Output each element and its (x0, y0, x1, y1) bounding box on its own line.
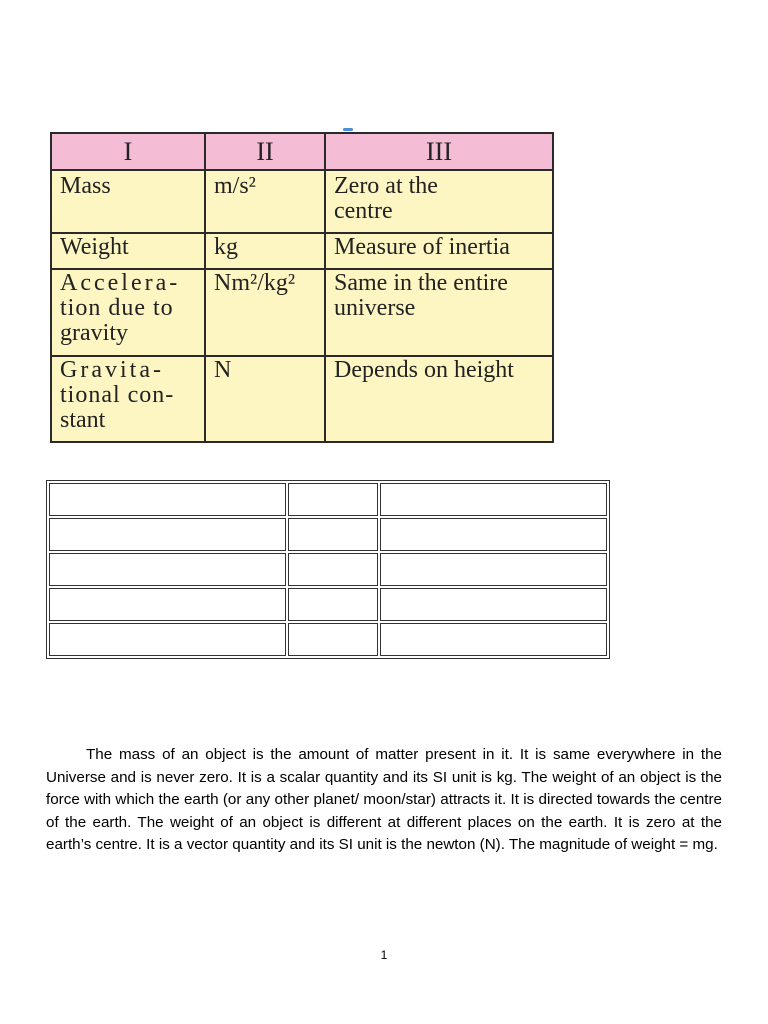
property-cell (325, 356, 553, 442)
unit-cell (205, 356, 325, 442)
page-number: 1 (380, 948, 388, 962)
table-row (49, 483, 607, 516)
table-row (51, 170, 553, 233)
body-paragraph: The mass of an object is the amount of matter present in it. It is same everywhere in the Universe and is never zero. It is a scalar quantity and its SI unit is kg. The weight of an object is the force with which the earth (or any other planet/ moon/star) attracts it. It is directed towards the centre of the earth. The weight of an object is different at different places on the earth. It is zero at the earth’s centre. It is a vector quantity and its SI unit is the newton (N). The magnitude of weight = mg. (46, 746, 722, 853)
cell-line: m/s² (214, 173, 256, 199)
table-row (49, 518, 607, 551)
quantity-cell (51, 170, 205, 233)
cell-line: Accelera- (60, 270, 181, 296)
cell-line: N (214, 357, 232, 383)
property-cell (325, 170, 553, 233)
property-cell (325, 233, 553, 269)
column-header-ii: II (205, 133, 325, 170)
table-row (51, 269, 553, 356)
match-the-columns-table (50, 132, 554, 443)
cell-line: Gravita- (60, 357, 164, 383)
cell-line: centre (334, 198, 393, 224)
cell-line: Nm²/kg² (214, 270, 296, 296)
cell-line: Weight (60, 234, 129, 260)
empty-cell (288, 553, 379, 586)
empty-cell (49, 623, 286, 656)
cell-line: universe (334, 295, 416, 321)
cell-line: stant (60, 407, 106, 433)
empty-cell (288, 483, 379, 516)
decorative-mark (343, 128, 353, 131)
empty-cell (49, 518, 286, 551)
empty-cell (380, 553, 607, 586)
empty-cell (380, 588, 607, 621)
column-header-i: I (51, 133, 205, 170)
empty-cell (49, 588, 286, 621)
cell-line: gravity (60, 320, 128, 346)
table-row (51, 356, 553, 442)
table-row (49, 588, 607, 621)
table-header-row (51, 133, 553, 170)
table-row (49, 623, 607, 656)
cell-line: Mass (60, 173, 111, 199)
empty-cell (380, 518, 607, 551)
empty-cell (49, 553, 286, 586)
table-row (51, 233, 553, 269)
quantity-cell (51, 269, 205, 356)
unit-cell (205, 233, 325, 269)
empty-cell (288, 518, 379, 551)
property-cell (325, 269, 553, 356)
unit-cell (205, 170, 325, 233)
column-header-iii: III (325, 133, 553, 170)
empty-cell (288, 588, 379, 621)
unit-cell (205, 269, 325, 356)
empty-cell (380, 623, 607, 656)
empty-cell (49, 483, 286, 516)
quantity-cell (51, 233, 205, 269)
empty-cell (380, 483, 607, 516)
cell-line: tion due to (60, 295, 174, 321)
quantity-cell (51, 356, 205, 442)
cell-line: kg (214, 234, 238, 260)
cell-line: tional con- (60, 382, 175, 408)
cell-line: Same in the entire (334, 270, 508, 296)
cell-line: Depends on height (334, 357, 514, 383)
cell-line: Measure of inertia (334, 234, 510, 260)
cell-line: Zero at the (334, 173, 438, 199)
empty-cell (288, 623, 379, 656)
empty-answer-table (46, 480, 610, 659)
table-row (49, 553, 607, 586)
